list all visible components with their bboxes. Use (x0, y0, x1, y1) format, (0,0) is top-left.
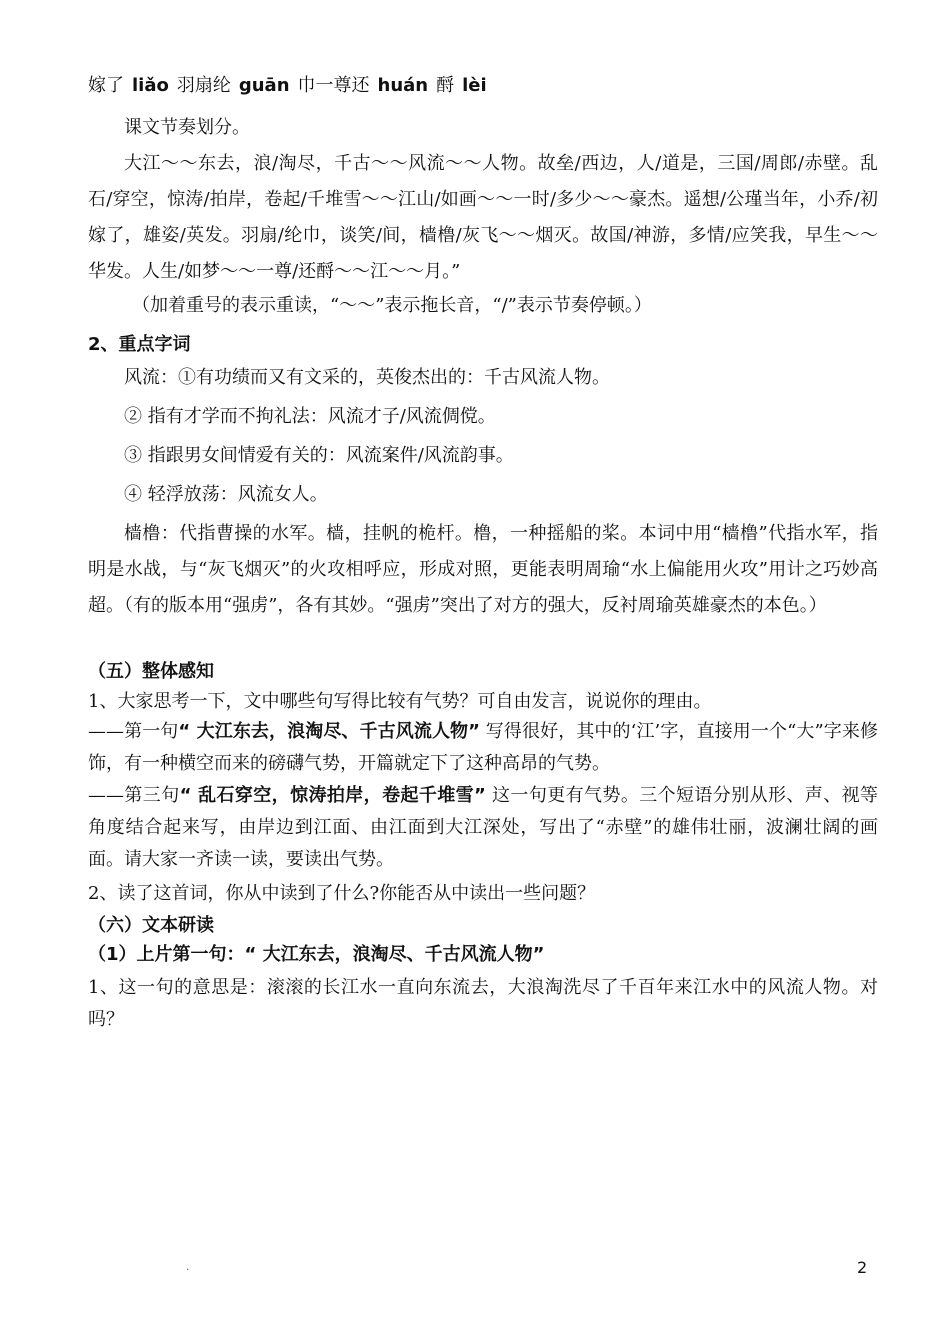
subsection-heading: （1）上片第一句：“ 大江东去，浪淘尽、千古风流人物” (88, 944, 545, 965)
definition-item: ② 指有才学而不拘礼法：风流才子/风流倜傥。 (124, 406, 496, 427)
answer-text: 这一句更有气势。三个短语分别从形、声、视等角度结合起来写，由岸边到江面、由江面到大江深处，写出了“赤壁”的雄伟壮丽，波澜壮阔的画面。请大家一齐读一读，要读出气势。 (88, 785, 878, 870)
quoted-line: “ 乱石穿空，惊涛拍岸，卷起千堆雪” (179, 785, 486, 806)
answer-paragraph (88, 716, 878, 780)
footer-mark: . (186, 1262, 190, 1273)
qianglu-paragraph: 樯橹：代指曹操的水军。樯，挂帆的桅杆。橹，一种摇船的桨。本词中用“樯橹”代指水军，指明是水战，与“灰飞烟灭”的火攻相呼应，形成对照，更能表明周瑜“水上偏能用火攻”用计之巧妙高超。（有的版本用“强虏”，各有其妙。“强虏”突出了对方的强大，反衬周瑜英雄豪杰的本色。） (88, 523, 878, 616)
definition-item: 风流：①有功绩而又有文采的，英俊杰出的：千古风流人物。 (124, 367, 610, 388)
text: 巾一尊还 (297, 75, 370, 96)
rhythm-text: 大江～～东去，浪/淘尽，千古～～风流～～人物。故垒/西边，人/道是，三国/周郎/赤壁。乱石/穿空，惊涛/拍岸，卷起/千堆雪～～江山/如画～～一时/多少～～豪杰。遥想/公瑾当年，小乔/初嫁了，雄姿/英发。羽扇/纶巾，谈笑/间，樯橹/灰飞～～烟灭。故国/神游，多情/应笑我，早生～～华发。人生/如梦～～一尊/还酹～～江～～月。” (88, 153, 878, 282)
rhythm-title: 课文节奏划分。 (124, 117, 250, 138)
answer-prefix: ——第三句 (88, 785, 180, 806)
pinyin: guān (238, 75, 290, 96)
question: 1、这一句的意思是：滚滚的长江水一直向东流去，大浪淘洗尽了千百年来江水中的风流人物。对吗？ (88, 977, 878, 1030)
pronunciation-line (88, 74, 878, 98)
pinyin: huán (377, 75, 429, 96)
text: 羽扇纶 (176, 75, 231, 96)
definition-item: ④ 轻浮放荡：风流女人。 (124, 484, 328, 505)
pinyin: liǎo (132, 75, 169, 96)
definition-item: ③ 指跟男女间情爱有关的：风流案件/风流韵事。 (124, 445, 514, 466)
answer-paragraph (88, 780, 878, 876)
rhythm-note: （加着重号的表示重读，“～～”表示拖长音，“/”表示节奏停顿。） (132, 295, 652, 316)
section-heading: （六）文本研读 (88, 915, 214, 936)
question: 2、读了这首词，你从中读到了什么?你能否从中读出一些问题？ (88, 883, 596, 904)
text: 嫁了 (88, 75, 124, 96)
answer-prefix: ——第一句 (88, 721, 179, 742)
page-number: 2 (857, 1258, 868, 1277)
section-heading: （五）整体感知 (88, 661, 214, 682)
pinyin: lèi (462, 75, 487, 96)
quoted-line: “ 大江东去，浪淘尽、千古风流人物” (178, 721, 480, 742)
question: 1、大家思考一下，文中哪些句写得比较有气势？可自由发言，说说你的理由。 (88, 691, 712, 712)
answer-text: 写得很好，其中的‘江’字，直接用一个“大”字来修饰，有一种横空而来的磅礴气势，开篇就定下了这种高昂的气势。 (88, 721, 878, 774)
section-heading: 2、重点字词 (88, 334, 191, 355)
text: 酹 (436, 75, 455, 96)
